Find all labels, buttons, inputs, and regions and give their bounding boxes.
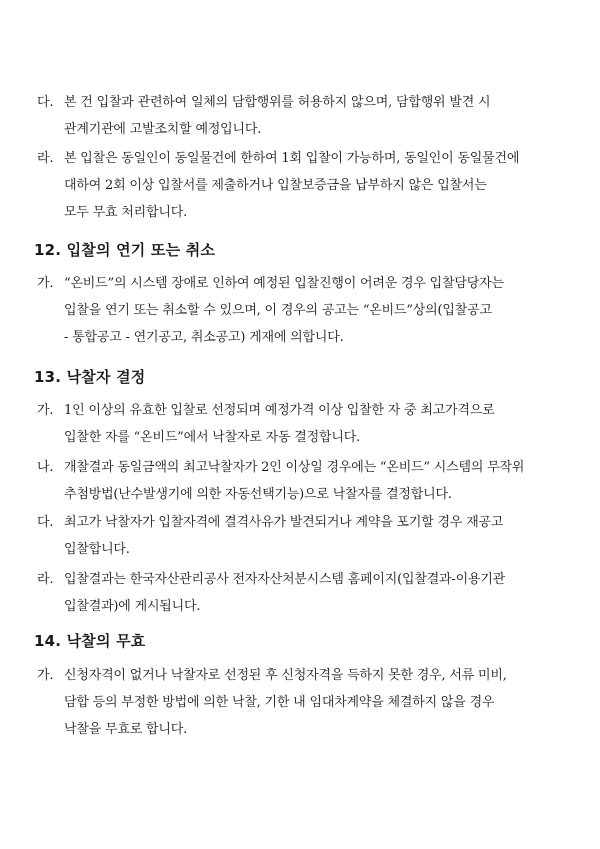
item-marker: 가. — [37, 668, 54, 683]
section-14-heading: 14. 낙찰의 무효 — [34, 632, 146, 650]
item-line: 최고가 낙찰자가 입찰자격에 결격사유가 발견되거나 계약을 포기할 경우 재공고 — [64, 515, 504, 530]
item-line: 본 입찰은 동일인이 동일물건에 한하여 1회 입찰이 가능하며, 동일인이 동일물건에 — [64, 151, 520, 166]
item-12-ga — [37, 270, 564, 351]
item-line: 입찰합니다. — [64, 542, 130, 557]
item-line: 입찰결과는 한국자산관리공사 전자자산처분시스템 홈페이지(입찰결과-이용기관 — [64, 572, 506, 587]
item-line: 낙찰을 무효로 합니다. — [64, 722, 188, 737]
item-line: “온비드”의 시스템 장애로 인하여 예정된 입찰진행이 어려운 경우 입찰담당자는 — [64, 276, 504, 291]
item-marker: 다. — [37, 95, 54, 110]
item-13-na — [37, 454, 564, 508]
item-line: 개찰결과 동일금액의 최고낙찰자가 2인 이상일 경우에는 “온비드” 시스템의 무작위 — [64, 460, 525, 475]
item-line: 대하여 2회 이상 입찰서를 제출하거나 입찰보증금을 납부하지 않은 입찰서는 — [64, 178, 487, 193]
item-marker: 가. — [37, 276, 54, 291]
item-14-ga — [37, 662, 564, 743]
item-marker: 라. — [37, 151, 54, 166]
item-line: 1인 이상의 유효한 입찰로 선정되며 예정가격 이상 입찰한 자 중 최고가격으로 — [64, 403, 495, 418]
item-13-ga — [37, 397, 564, 451]
item-11-ra — [37, 145, 564, 226]
item-line: 본 건 입찰과 관련하여 일체의 담합행위를 허용하지 않으며, 담합행위 발견 시 — [64, 95, 491, 110]
section-13-heading: 13. 낙찰자 결정 — [34, 368, 146, 386]
item-line: 입찰결과)에 게시됩니다. — [64, 599, 201, 614]
item-marker: 라. — [37, 572, 54, 587]
item-line: - 통합공고 - 연기공고, 취소공고) 게재에 의합니다. — [64, 330, 344, 345]
item-11-da — [37, 89, 564, 143]
item-marker: 다. — [37, 515, 54, 530]
item-marker: 가. — [37, 403, 54, 418]
item-line: 입찰을 연기 또는 취소할 수 있으며, 이 경우의 공고는 “온비드”상의(입찰공고 — [64, 303, 492, 318]
item-13-ra — [37, 566, 564, 620]
item-line: 관계기관에 고발조치할 예정입니다. — [64, 122, 262, 137]
item-marker: 나. — [37, 460, 54, 475]
item-line: 추첨방법(난수발생기에 의한 자동선택기능)으로 낙찰자를 결정합니다. — [64, 487, 452, 502]
item-13-da — [37, 509, 564, 563]
item-line: 입찰한 자를 “온비드”에서 낙찰자로 자동 결정합니다. — [64, 430, 361, 445]
section-12-heading: 12. 입찰의 연기 또는 취소 — [34, 241, 216, 259]
item-line: 모두 무효 처리합니다. — [64, 205, 188, 220]
item-line: 신청자격이 없거나 낙찰자로 선정된 후 신청자격을 득하지 못한 경우, 서류 미비, — [64, 668, 507, 683]
item-line: 담합 등의 부정한 방법에 의한 낙찰, 기한 내 임대차계약을 체결하지 않을 경우 — [64, 695, 495, 710]
